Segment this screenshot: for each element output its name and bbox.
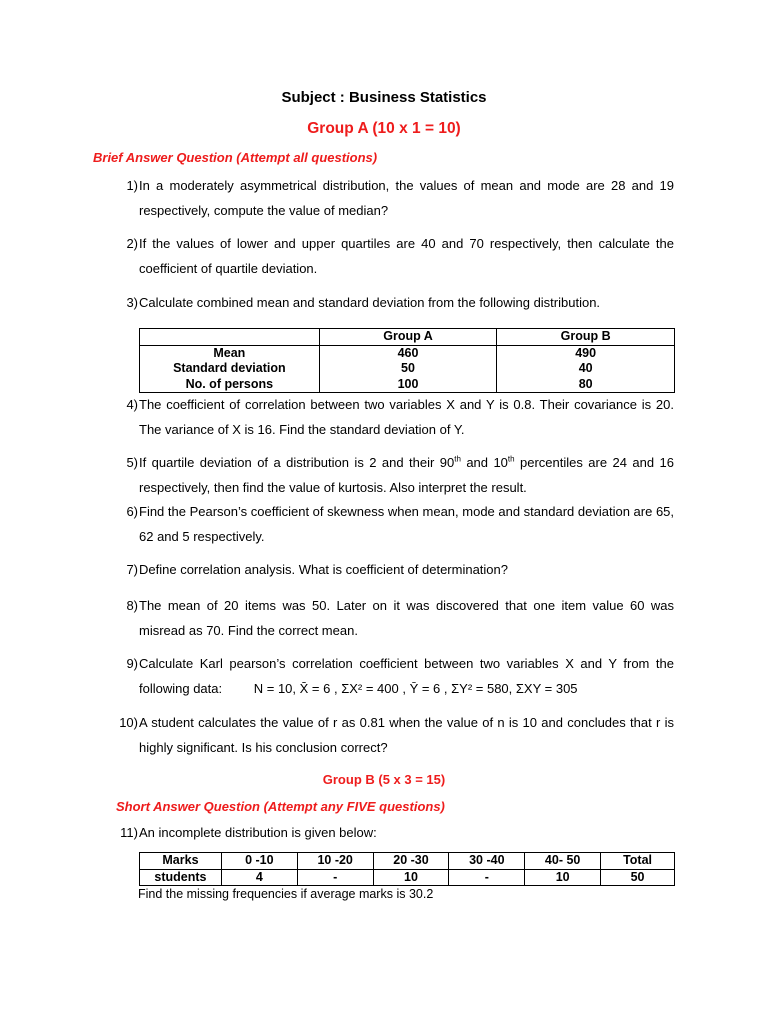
table-row	[140, 377, 675, 393]
table-header-cell	[140, 329, 320, 346]
question-number: 2)	[126, 236, 138, 251]
question-text: If the values of lower and upper quartiles are 40 and 70 respectively, then calculate the coefficient of quartile deviation.	[139, 236, 674, 276]
question-10	[114, 711, 674, 760]
question-6	[114, 500, 674, 549]
question-text: Find the Pearson’s coefficient of skewness when mean, mode and standard deviation are 65, 62 and 5 respectively.	[139, 504, 675, 544]
table-cell: 10	[373, 869, 449, 886]
question-number: 6)	[126, 504, 138, 519]
table-row	[140, 345, 675, 361]
question-number: 11)	[120, 825, 138, 840]
table-header-row	[140, 853, 675, 870]
question-text: Calculate combined mean and standard deviation from the following distribution.	[139, 295, 601, 310]
question-number: 3)	[126, 295, 138, 310]
question-number: 4)	[126, 397, 138, 412]
question-number: 9)	[126, 656, 138, 671]
question-5	[114, 451, 674, 500]
question-9	[114, 652, 674, 701]
question-text: In a moderately asymmetrical distribution, the values of mean and mode are 28 and 19 respectively, compute the value of median?	[139, 178, 674, 218]
table-cell: 40	[497, 361, 675, 377]
question-number: 7)	[126, 562, 138, 577]
table-header-cell: 30 -40	[449, 853, 525, 870]
question-2	[114, 232, 674, 281]
table-header-cell: Marks	[140, 853, 222, 870]
question-number: 8)	[126, 598, 138, 613]
table-cell: 50	[601, 869, 675, 886]
question-7	[114, 558, 674, 583]
table-cell: -	[297, 869, 373, 886]
group-b-heading: Group B (5 x 3 = 15)	[322, 772, 446, 787]
question-11	[114, 821, 674, 846]
table-header-cell: Group A	[319, 329, 497, 346]
question-text: An incomplete distribution is given below:	[139, 825, 377, 840]
question-text: Calculate Karl pearson’s correlation coefficient between two variables X and Y from the following data: N = 10, X̄ = 6 , ΣX² = 400 , Ȳ = 6 , ΣY² = 580, ΣXY = 305	[139, 652, 674, 701]
table-header-row	[140, 329, 675, 346]
incomplete-distribution-table	[139, 852, 675, 886]
table-cell: 490	[497, 345, 675, 361]
question-1	[114, 174, 674, 223]
question-number: 10)	[119, 715, 138, 730]
table-header-cell: 10 -20	[297, 853, 373, 870]
table-cell: 80	[497, 377, 675, 393]
table-cell: Standard deviation	[140, 361, 320, 377]
table-cell: No. of persons	[140, 377, 320, 393]
table-row	[140, 361, 675, 377]
subject-title: Subject : Business Statistics	[281, 89, 487, 106]
question-text: A student calculates the value of r as 0.81 when the value of n is 10 and concludes that r is highly significant. Is his conclusion correct?	[139, 715, 674, 755]
table-cell: 10	[525, 869, 601, 886]
group-a-heading: Group A (10 x 1 = 10)	[307, 120, 461, 137]
group-a-instruction: Brief Answer Question (Attempt all questions)	[93, 150, 378, 165]
question-text: If quartile deviation of a distribution is 2 and their 90th and 10th percentiles are 24 and 16 respectively, then find the value of kurtosis. Also interpret the result.	[139, 454, 675, 495]
table-header-cell: 0 -10	[221, 853, 297, 870]
table-cell: students	[140, 869, 222, 886]
question-4	[114, 393, 674, 442]
question-number: 5)	[126, 455, 138, 470]
combined-mean-table	[139, 328, 675, 393]
question-text: Define correlation analysis. What is coefficient of determination?	[139, 562, 509, 577]
table-cell: 50	[319, 361, 497, 377]
question-3	[114, 291, 674, 316]
table-cell: 4	[221, 869, 297, 886]
group-b-instruction: Short Answer Question (Attempt any FIVE questions)	[116, 799, 445, 814]
formula-data: N = 10, X̄ = 6 , ΣX² = 400 , Ȳ = 6 , ΣY² = 580, ΣXY = 305	[253, 680, 578, 696]
question-8	[114, 594, 674, 643]
table-cell: 100	[319, 377, 497, 393]
table-row	[140, 869, 675, 886]
table-header-cell: 40- 50	[525, 853, 601, 870]
table-header-cell: Group B	[497, 329, 675, 346]
question-number: 1)	[126, 178, 138, 193]
missing-frequency-note: Find the missing frequencies if average marks is 30.2	[138, 887, 434, 901]
question-text: The coefficient of correlation between two variables X and Y is 0.8. Their covariance is 20. The variance of X is 16. Find the standard deviation of Y.	[139, 397, 674, 437]
table-cell: 460	[319, 345, 497, 361]
table-cell: Mean	[140, 345, 320, 361]
table-header-cell: Total	[601, 853, 675, 870]
table-cell: -	[449, 869, 525, 886]
table-header-cell: 20 -30	[373, 853, 449, 870]
question-text: The mean of 20 items was 50. Later on it was discovered that one item value 60 was misread as 70. Find the correct mean.	[139, 598, 674, 638]
